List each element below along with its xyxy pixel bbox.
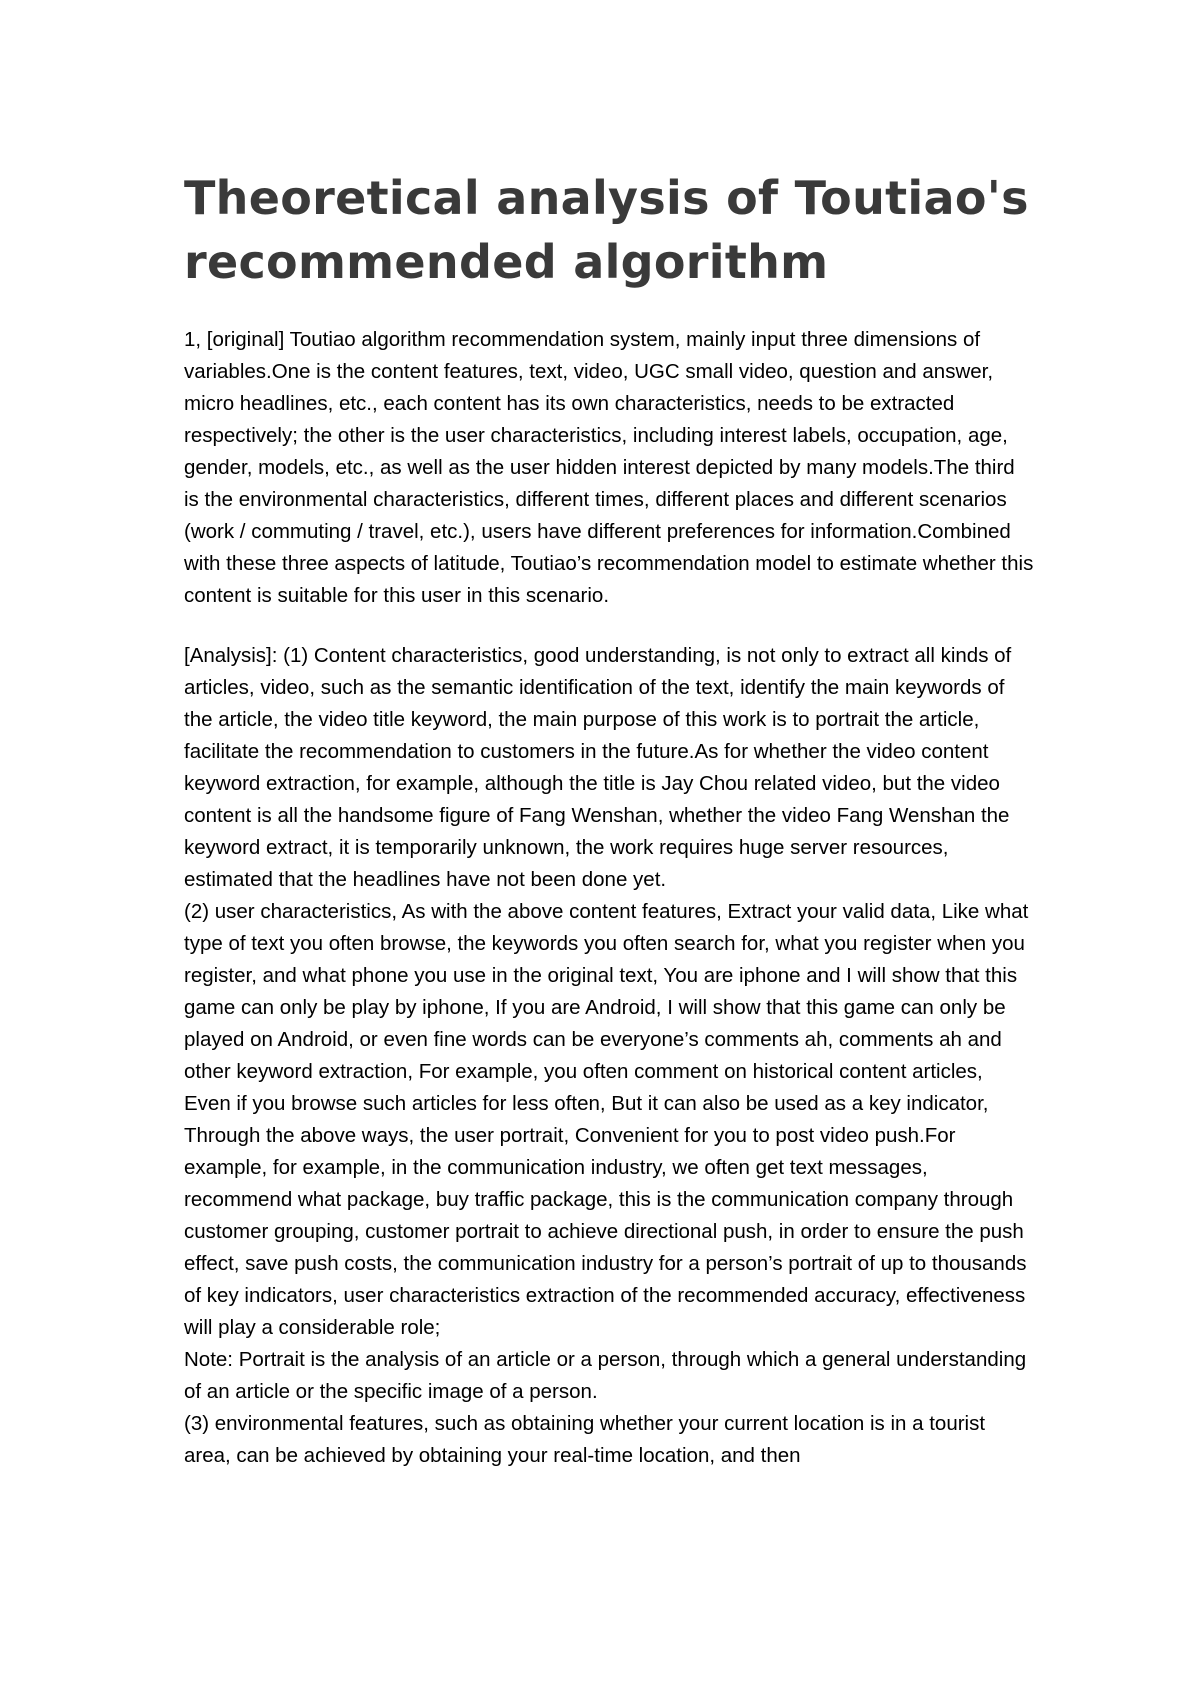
paragraph-original: 1, [original] Toutiao algorithm recommendation system, mainly input three dimensions of variables.One is the content features, text, video, UGC small video, question and answer, micro headlines, etc., each content has its own characteristics, needs to be extracted respectively; the other is the user characteristics, including interest labels, occupation, age, gender, models, etc., as well as the user hidden interest depicted by many models.The third is the environmental characteristics, different times, different places and different scenarios (work / commuting / travel, etc.), users have different preferences for information.Combined with these three aspects of latitude, Toutiao’s recommendation model to estimate whether this content is suitable for this user in this scenario. [184, 328, 1034, 607]
paragraph-environmental-features: (3) environmental features, such as obtaining whether your current location is in a tourist area, can be achieved by obtaining your real-time location, and then [184, 1412, 986, 1467]
document-content [184, 166, 1034, 1472]
paragraph-spacer [184, 612, 1034, 640]
paragraph-analysis-content: [Analysis]: (1) Content characteristics, good understanding, is not only to extract all kinds of articles, video, such as the semantic identification of the text, identify the main keywords of the article, the video title keyword, the main purpose of this work is to portrait the article, facilitate the recommendation to customers in the future.As for whether the video content keyword extraction, for example, although the title is Jay Chou related video, but the video content is all the handsome figure of Fang Wenshan, whether the video Fang Wenshan the keyword extract, it is temporarily unknown, the work requires huge server resources, estimated that the headlines have not been done yet. [184, 644, 1012, 891]
paragraph-user-characteristics: (2) user characteristics, As with the above content features, Extract your valid data, Like what type of text you often browse, the keywords you often search for, what you register when you register, and what phone you use in the original text, You are iphone and I will show that this game can only be play by iphone, If you are Android, I will show that this game can only be played on Android, or even fine words can be everyone’s comments ah, comments ah and other keyword extraction, For example, you often comment on historical content articles, Even if you browse such articles for less often, But it can also be used as a key indicator, Through the above ways, the user portrait, Convenient for you to post video push.For example, for example, in the communication industry, we often get text messages, recommend what package, buy traffic package, this is the communication company through customer grouping, customer portrait to achieve directional push, in order to ensure the push effect, save push costs, the communication industry for a person’s portrait of up to thousands of key indicators, user characteristics extraction of the recommended accuracy, effectiveness will play a considerable role; [184, 900, 1029, 1339]
paragraph-note: Note: Portrait is the analysis of an article or a person, through which a general understanding of an article or the specific image of a person. [184, 1348, 1027, 1403]
document-title: Theoretical analysis of Toutiao's recommended algorithm [184, 171, 1029, 289]
